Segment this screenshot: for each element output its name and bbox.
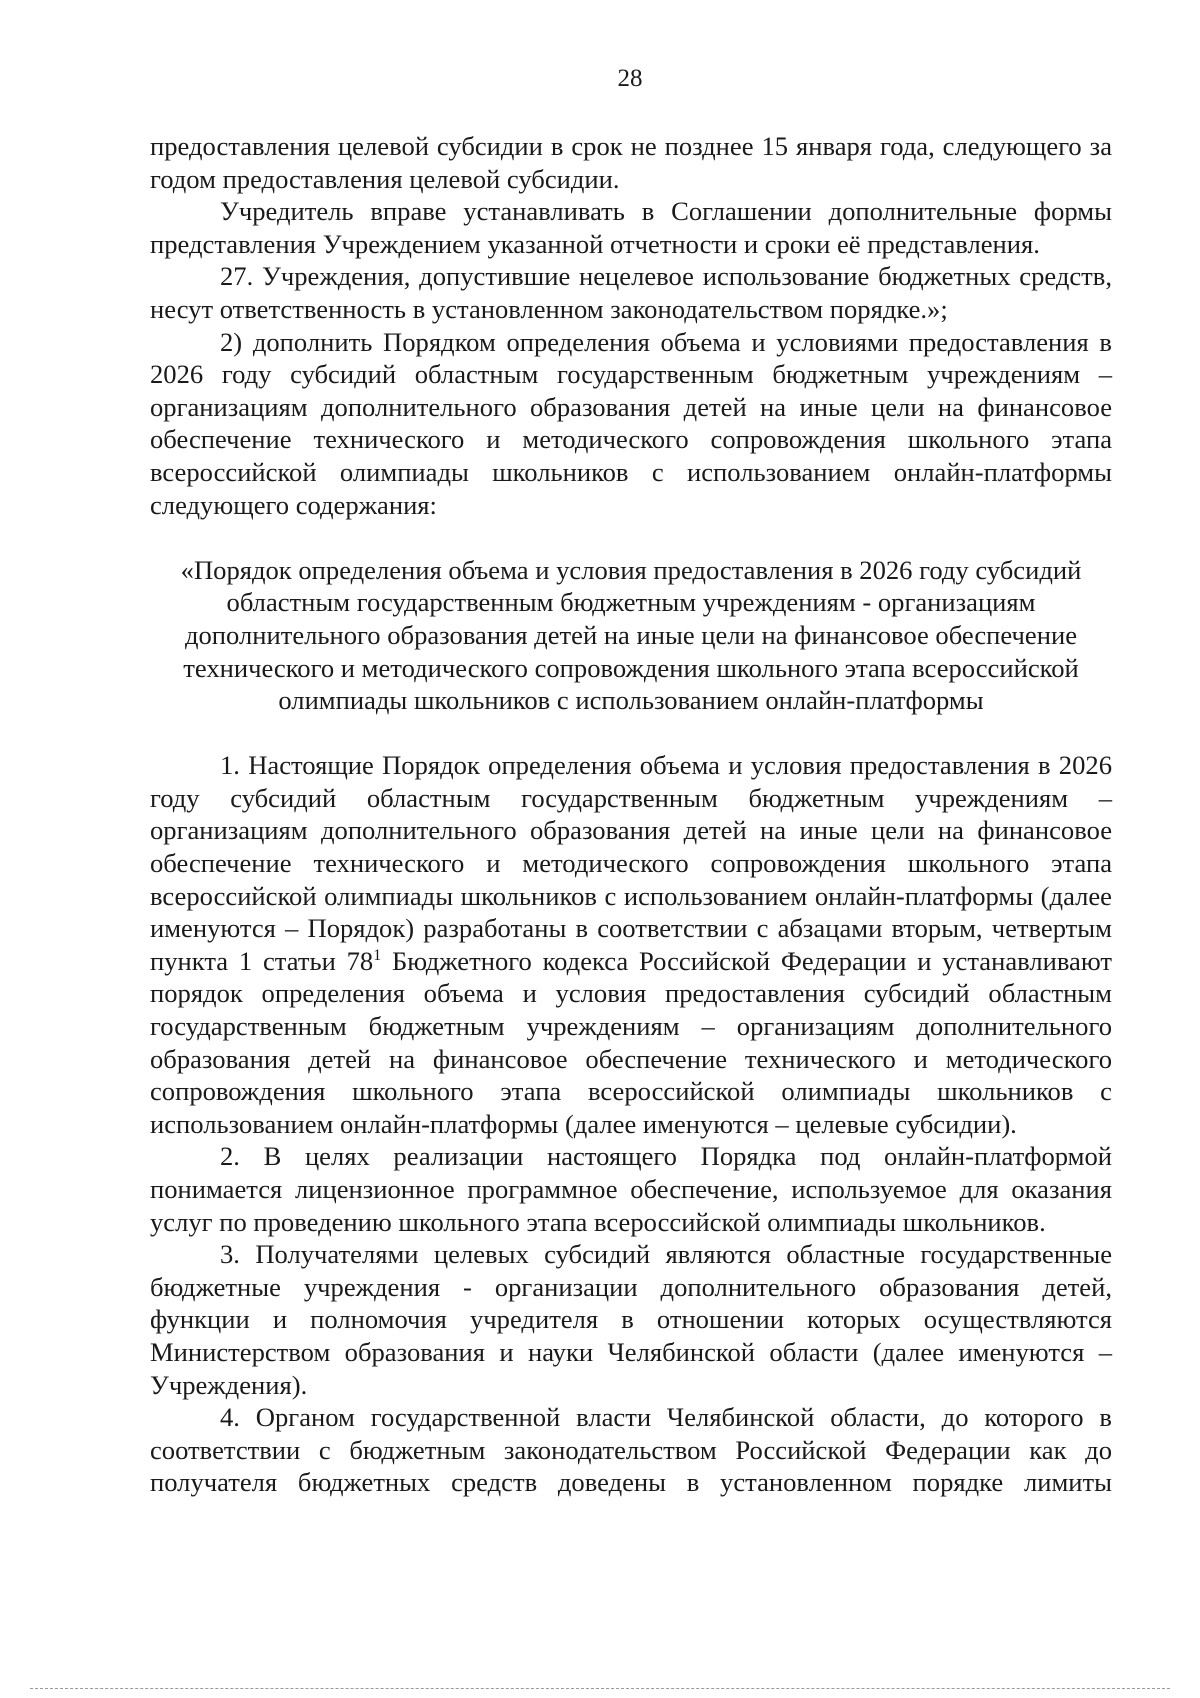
section-title: «Порядок определения объема и условия предоставления в 2026 году субсидий областным государственным бюджетным учреждениям - организациям дополнительного образования детей на иные цели на финансовое обеспечение технического и методического сопровождения школьного этапа всероссийской олимпиады школьников с использованием онлайн-платформы xyxy=(180,554,1082,716)
paragraph-founder-rights: Учредитель вправе устанавливать в Соглашении дополнительные формы представления Учреждением указанной отчетности и сроки её представления. xyxy=(150,196,1112,259)
paragraph-item-4: 4. Органом государственной власти Челябинской области, до которого в соответствии с бюджетным законодательством Российской Федерации как до получателя бюджетных средств доведены в установленном порядке лимиты xyxy=(150,1402,1112,1498)
document-body xyxy=(150,130,1112,1499)
paragraph-item-1 xyxy=(150,749,1112,1140)
item1-text-end: Бюджетного кодекса Российской Федерации и устанавливают порядок определения объема и условия предоставления субсидий областным государственным бюджетным учреждениям – организациям дополнительного образования детей на финансовое обеспечение технического и методического сопровождения школьного этапа всероссийской олимпиады школьников с использованием онлайн-платформы (далее именуются – целевые субсидии). xyxy=(150,945,1112,1139)
paragraph-item-27: 27. Учреждения, допустившие нецелевое использование бюджетных средств, несут ответственность в установленном законодательством порядке.»; xyxy=(150,261,1112,324)
spacer xyxy=(150,521,1112,554)
spacer xyxy=(150,717,1112,750)
paragraph-continuation: предоставления целевой субсидии в срок не позднее 15 января года, следующего за годом предоставления целевой субсидии. xyxy=(150,131,1112,194)
paragraph-item-2: 2. В целях реализации настоящего Порядка под онлайн-платформой понимается лицензионное программное обеспечение, используемое для оказания услуг по проведению школьного этапа всероссийской олимпиады школьников. xyxy=(150,1141,1112,1237)
item1-text-start: 1. Настоящие Порядок определения объема и условия предоставления в 2026 году субсидий областным государственным бюджетным учреждениям – организациям дополнительного образования детей на иные цели на финансовое обеспечение технического и методического сопровождения школьного этапа всероссийской олимпиады школьников с использованием онлайн-платформы (далее именуются – Порядок) разработаны в соответствии с абзацами вторым, четвертым пункта 1 статьи 78 xyxy=(150,750,1112,976)
paragraph-amendment-2: 2) дополнить Порядком определения объема и условиями предоставления в 2026 году субсидий областным государственным бюджетным учреждениям – организациям дополнительного образования детей на иные цели на финансовое обеспечение технического и методического сопровождения школьного этапа всероссийской олимпиады школьников с использованием онлайн-платформы следующего содержания: xyxy=(150,326,1112,520)
article-superscript: 1 xyxy=(373,946,382,964)
paragraph-item-3: 3. Получателями целевых субсидий являются областные государственные бюджетные учреждения - организации дополнительного образования детей, функции и полномочия учредителя в отношении которых осуществляются Министерством образования и науки Челябинской области (далее именуются – Учреждения). xyxy=(150,1239,1112,1400)
scan-bottom-edge xyxy=(30,1688,1170,1689)
page-number: 28 xyxy=(617,65,643,92)
